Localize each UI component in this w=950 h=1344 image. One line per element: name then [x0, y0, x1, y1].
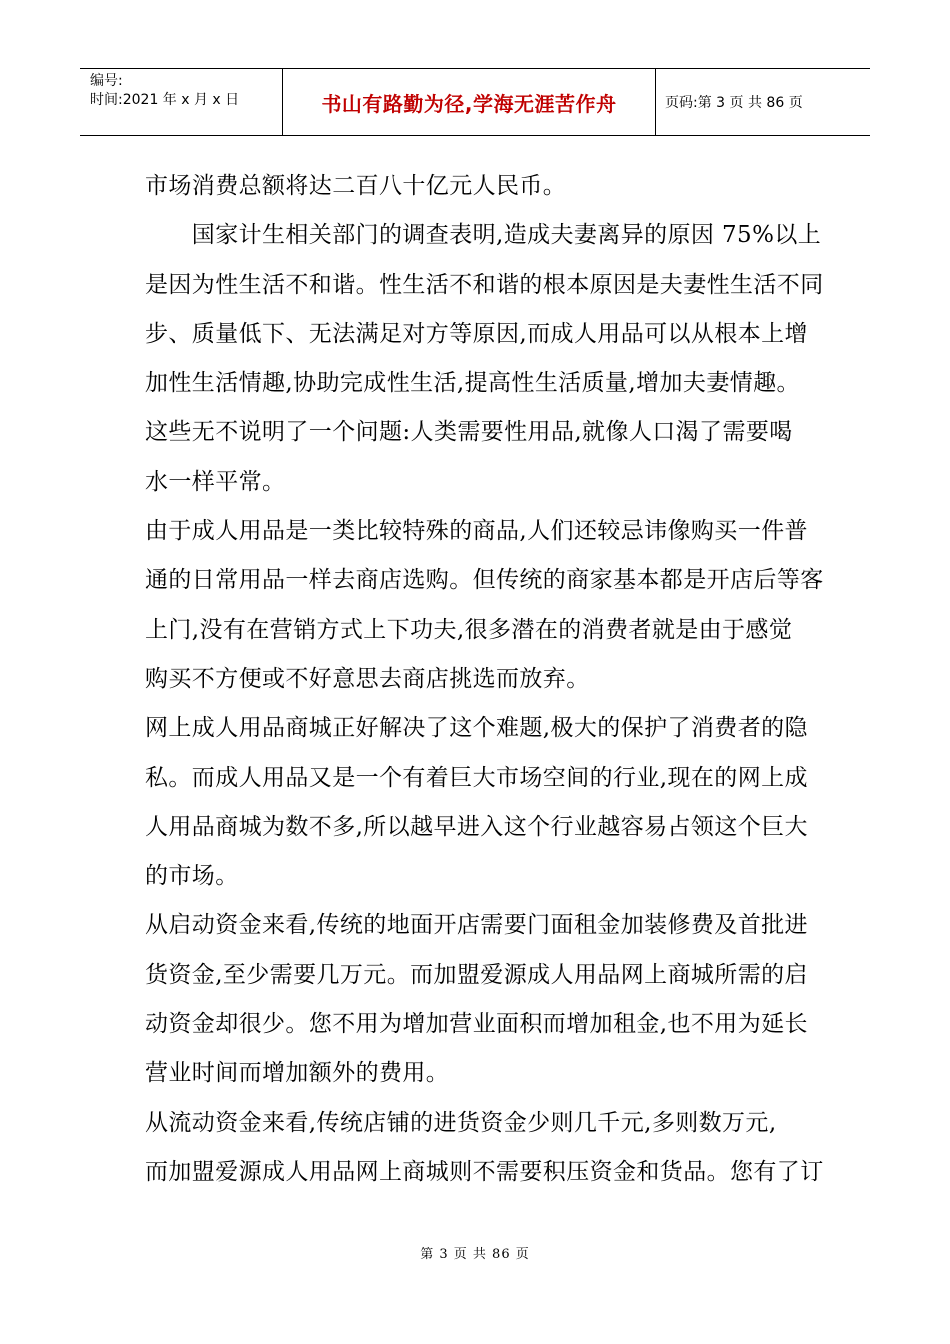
- body-line: 加性生活情趣,协助完成性生活,提高性生活质量,增加夫妻情趣。: [145, 370, 800, 397]
- document-date: 时间:2021 年 x 月 x 日: [90, 92, 240, 108]
- body-line: 私。而成人用品又是一个有着巨大市场空间的行业,现在的网上成: [145, 764, 808, 791]
- document-number-label: 编号:: [90, 73, 123, 89]
- page-header: [80, 68, 870, 136]
- body-line: 的市场。: [145, 863, 239, 890]
- body-line: 货资金,至少需要几万元。而加盟爱源成人用品网上商城所需的启: [145, 961, 808, 988]
- body-line: 国家计生相关部门的调查表明,造成夫妻离异的原因 75%以上: [145, 222, 822, 249]
- body-line: 水一样平常。: [145, 468, 286, 495]
- header-meta: [80, 69, 283, 135]
- body-line: 从启动资金来看,传统的地面开店需要门面租金加装修费及首批进: [145, 912, 808, 939]
- body-line: 由于成人用品是一类比较特殊的商品,人们还较忌讳像购买一件普: [145, 518, 808, 545]
- body-line: 购买不方便或不好意思去商店挑选而放弃。: [145, 665, 590, 692]
- body-line: 而加盟爱源成人用品网上商城则不需要积压资金和货品。您有了订: [145, 1158, 824, 1185]
- page-footer: 第 3 页 共 86 页: [420, 1247, 530, 1262]
- header-page-info: 页码:第 3 页 共 86 页: [665, 95, 803, 111]
- body-line: 动资金却很少。您不用为增加营业面积而增加租金,也不用为延长: [145, 1011, 808, 1038]
- body-line: 上门,没有在营销方式上下功夫,很多潜在的消费者就是由于感觉: [145, 616, 793, 643]
- document-body: [145, 162, 825, 1197]
- body-line: 从流动资金来看,传统店铺的进货资金少则几千元,多则数万元,: [145, 1109, 777, 1136]
- body-line: 这些无不说明了一个问题:人类需要性用品,就像人口渴了需要喝: [145, 419, 793, 446]
- header-motto: 书山有路勤为径,学海无涯苦作舟: [283, 69, 656, 135]
- body-line: 通的日常用品一样去商店选购。但传统的商家基本都是开店后等客: [145, 567, 824, 594]
- body-line: 人用品商城为数不多,所以越早进入这个行业越容易占领这个巨大: [145, 813, 808, 840]
- body-line: 是因为性生活不和谐。性生活不和谐的根本原因是夫妻性生活不同: [145, 271, 824, 298]
- body-line: 网上成人用品商城正好解决了这个难题,极大的保护了消费者的隐: [145, 715, 808, 742]
- body-line: 市场消费总额将达二百八十亿元人民币。: [145, 173, 567, 199]
- body-line: 营业时间而增加额外的费用。: [145, 1060, 450, 1087]
- body-line: 步、质量低下、无法满足对方等原因,而成人用品可以从根本上增: [145, 320, 808, 347]
